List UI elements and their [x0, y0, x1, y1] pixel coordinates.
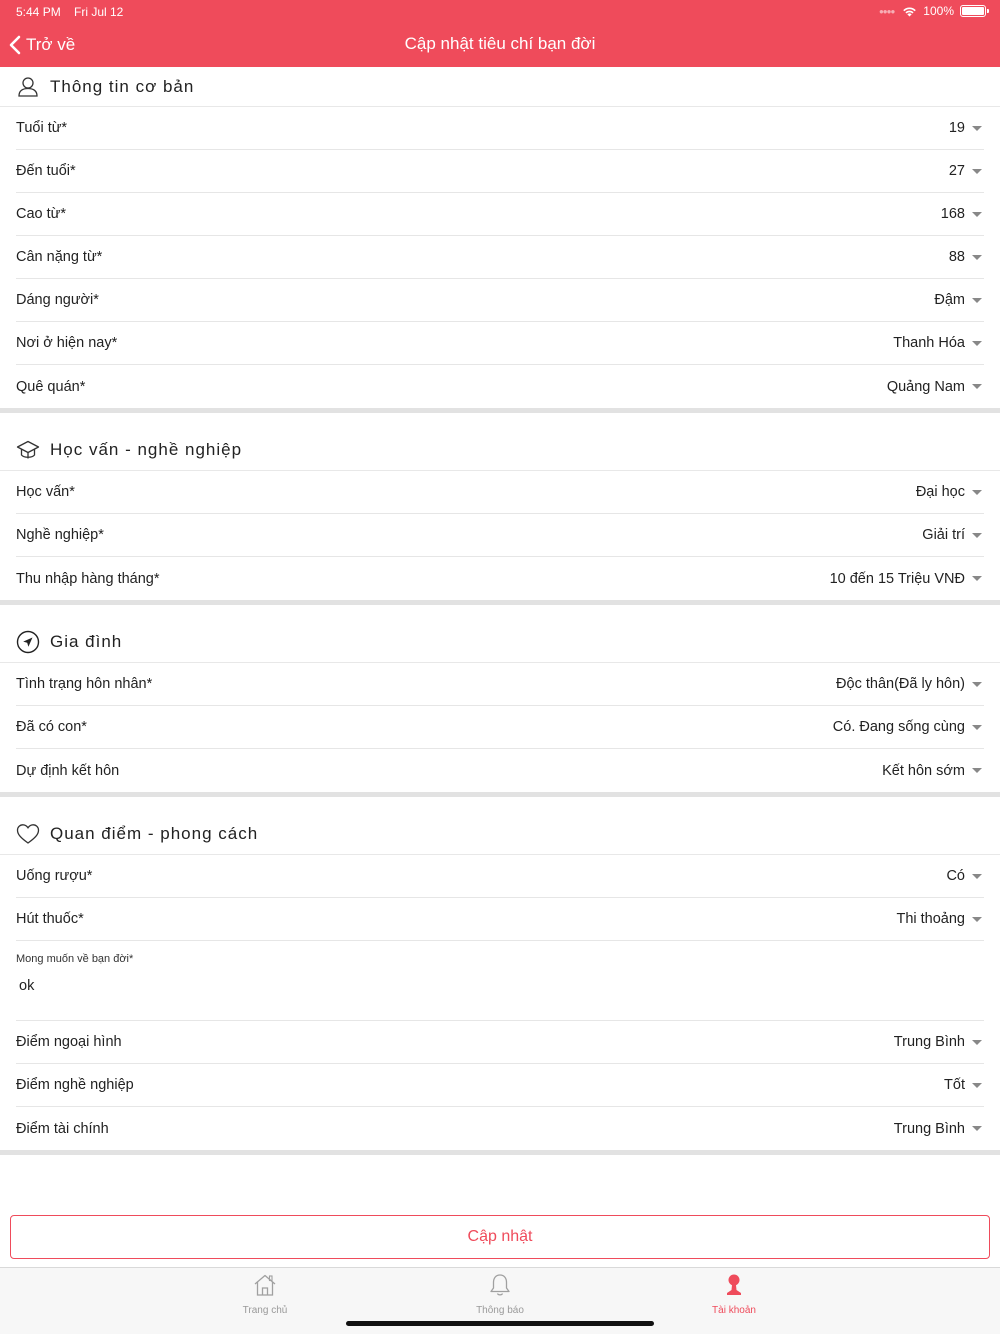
dropdown-caret-icon [972, 212, 982, 217]
row-label: Uống rượu* [16, 868, 93, 884]
row-label: Tuổi từ* [16, 120, 68, 136]
criteria-form [0, 67, 1000, 1267]
row-label: Điểm nghề nghiệp [16, 1077, 134, 1093]
section-lifestyle-title: Quan điểm - phong cách [50, 823, 259, 843]
row-marital-status[interactable] [16, 663, 984, 706]
dropdown-caret-icon [972, 682, 982, 687]
heart-icon [16, 822, 40, 846]
tab-label: Tài khoản [712, 1305, 756, 1316]
row-has-children[interactable] [16, 706, 984, 749]
dropdown-caret-icon [972, 169, 982, 174]
tab-notifications[interactable] [440, 1272, 560, 1318]
row-value: 88 [948, 249, 965, 265]
partner-wish-field [16, 941, 984, 1021]
row-label: Đã có con* [16, 719, 87, 735]
dropdown-caret-icon [972, 768, 982, 773]
row-label: Tình trạng hôn nhân* [16, 676, 153, 692]
row-monthly-income[interactable] [16, 557, 984, 600]
row-education-level[interactable] [16, 471, 984, 514]
dropdown-caret-icon [972, 126, 982, 131]
row-occupation[interactable] [16, 514, 984, 557]
tab-label: Trang chủ [242, 1305, 288, 1316]
section-education-header [0, 413, 1000, 471]
row-value: Trung Bình [893, 1120, 965, 1137]
back-label: Trở về [26, 35, 76, 54]
dropdown-caret-icon [972, 341, 982, 346]
row-height-from[interactable] [16, 193, 984, 236]
row-label: Dáng người* [16, 292, 99, 308]
row-value: Tốt [944, 1077, 965, 1093]
status-time: 5:44 PM [16, 5, 61, 19]
row-label: Nơi ở hiện nay* [16, 335, 118, 351]
row-label: Điểm tài chính [16, 1120, 109, 1137]
page-title: Cập nhật tiêu chí bạn đời [404, 34, 596, 53]
navigation-header [0, 0, 1000, 67]
dropdown-caret-icon [972, 255, 982, 260]
partner-wish-input[interactable]: ok [19, 978, 35, 994]
row-value: Có [946, 868, 965, 884]
section-education-title: Học vấn - nghề nghiệp [50, 439, 243, 459]
status-indicators [879, 4, 986, 18]
home-indicator [346, 1321, 654, 1326]
row-value: Kết hôn sớm [882, 762, 965, 779]
tab-home[interactable] [205, 1272, 325, 1318]
update-button[interactable]: Cập nhật [10, 1215, 990, 1259]
account-icon [721, 1272, 747, 1298]
home-icon [252, 1272, 278, 1298]
row-value: Thanh Hóa [893, 335, 965, 351]
row-value: 10 đến 15 Triệu VNĐ [829, 570, 965, 587]
row-age-to[interactable] [16, 150, 984, 193]
section-basic-header [0, 67, 1000, 107]
bell-icon [487, 1272, 513, 1298]
row-drinking[interactable] [16, 855, 984, 898]
section-basic-title: Thông tin cơ bản [50, 76, 195, 96]
person-icon [16, 75, 40, 99]
tab-account[interactable] [674, 1272, 794, 1318]
dropdown-caret-icon [972, 1040, 982, 1045]
signal-icon: ●●●● [878, 6, 895, 16]
row-label: Quê quán* [16, 378, 86, 395]
status-bar [0, 0, 1000, 24]
row-label: Cân nặng từ* [16, 249, 103, 265]
row-marriage-plan[interactable] [16, 749, 984, 792]
section-lifestyle-header [0, 797, 1000, 855]
battery-icon [960, 5, 986, 17]
row-value: 168 [940, 206, 965, 222]
row-label: Thu nhập hàng tháng* [16, 570, 160, 587]
dropdown-caret-icon [972, 874, 982, 879]
row-label: Hút thuốc* [16, 911, 84, 927]
graduation-cap-icon [16, 438, 40, 462]
row-value: Có. Đang sống cùng [832, 719, 965, 735]
navigation-arrow-icon [16, 630, 40, 654]
dropdown-caret-icon [972, 576, 982, 581]
row-value: 19 [948, 120, 965, 136]
row-hometown[interactable] [16, 365, 984, 408]
row-value: Đại học [915, 484, 965, 500]
row-smoking[interactable] [16, 898, 984, 941]
dropdown-caret-icon [972, 533, 982, 538]
row-value: Độc thân(Đã ly hôn) [836, 676, 965, 692]
battery-percent: 100% [923, 4, 954, 18]
row-career-score[interactable] [16, 1064, 984, 1107]
row-value: 27 [948, 163, 965, 179]
dropdown-caret-icon [972, 1083, 982, 1088]
chevron-left-icon [8, 35, 21, 55]
dropdown-caret-icon [972, 384, 982, 389]
row-appearance-score[interactable] [16, 1021, 984, 1064]
dropdown-caret-icon [972, 1126, 982, 1131]
section-family-header [0, 605, 1000, 663]
row-label: Dự định kết hôn [16, 762, 120, 779]
row-value: Trung Bình [893, 1034, 965, 1050]
row-label: Đến tuổi* [16, 163, 76, 179]
dropdown-caret-icon [972, 298, 982, 303]
partner-wish-label: Mong muốn về bạn đời* [16, 953, 134, 965]
row-value: Giải trí [922, 527, 965, 543]
row-weight-from[interactable] [16, 236, 984, 279]
wifi-icon [902, 6, 917, 17]
dropdown-caret-icon [972, 490, 982, 495]
row-age-from[interactable] [16, 107, 984, 150]
row-value: Thi thoảng [896, 911, 965, 927]
row-label: Điểm ngoại hình [16, 1034, 122, 1050]
row-value: Đậm [934, 292, 965, 308]
status-date: Fri Jul 12 [74, 5, 124, 19]
row-body-shape[interactable] [16, 279, 984, 322]
dropdown-caret-icon [972, 917, 982, 922]
row-value: Quảng Nam [886, 378, 965, 395]
row-label: Học vấn* [16, 484, 75, 500]
row-label: Cao từ* [16, 206, 67, 222]
row-label: Nghề nghiệp* [16, 527, 104, 543]
section-divider [0, 1150, 1000, 1155]
back-button[interactable] [8, 32, 75, 58]
row-current-residence[interactable] [16, 322, 984, 365]
dropdown-caret-icon [972, 725, 982, 730]
row-finance-score[interactable] [16, 1107, 984, 1150]
tab-label: Thông báo [476, 1305, 524, 1316]
section-family-title: Gia đình [50, 631, 123, 651]
